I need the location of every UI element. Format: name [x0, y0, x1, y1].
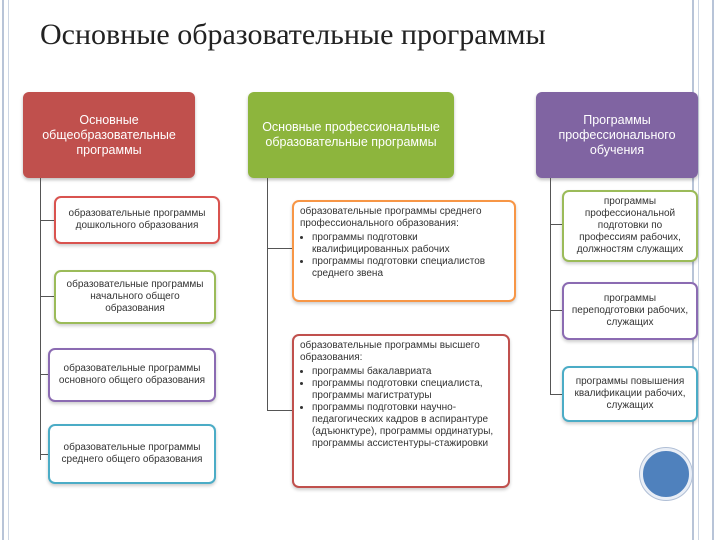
spo-bullets	[300, 232, 508, 280]
higher-bullet-2: • программы подготовки специалиста, программы магистратуры	[312, 378, 502, 402]
professional-connector-vertical	[267, 178, 268, 410]
frame-line-right-inner	[698, 0, 699, 540]
higher-bullet-3: • программы подготовки научно-педагогических кадров в аспирантуре (адъюнктуре), программы ординатуры, программы ассистентуры-стажировки	[312, 402, 502, 450]
decorative-circle	[640, 448, 692, 500]
professional-connector-1	[267, 248, 292, 249]
general-item-basic: образовательные программы основного общего образования	[48, 348, 216, 402]
general-connector-1	[40, 220, 54, 221]
training-item-preparation: программы профессиональной подготовки по профессиям рабочих, должностям служащих	[562, 190, 698, 262]
frame-line-left	[2, 0, 4, 540]
training-connector-2	[550, 310, 562, 311]
frame-line-right	[692, 0, 694, 540]
training-connector-vertical	[550, 178, 551, 394]
slide-title: Основные образовательные программы	[40, 18, 546, 51]
training-connector-1	[550, 224, 562, 225]
spo-bullet-2: • программы подготовки специалистов среднего звена	[312, 256, 508, 280]
general-connector-2	[40, 296, 54, 297]
higher-intro: образовательные программы высшего образования:	[300, 340, 480, 363]
professional-box-spo	[292, 200, 516, 302]
training-programs-header: Программы профессионального обучения	[536, 92, 698, 178]
training-connector-3	[550, 394, 562, 395]
training-item-retraining: программы переподготовки рабочих, служащих	[562, 282, 698, 340]
professional-box-higher	[292, 334, 510, 488]
general-item-secondary: образовательные программы среднего общего образования	[48, 424, 216, 484]
higher-bullet-1: • программы бакалавриата	[312, 366, 502, 378]
higher-bullets	[300, 366, 502, 450]
spo-bullet-1: • программы подготовки квалифицированных рабочих	[312, 232, 508, 256]
frame-line-left-inner	[8, 0, 9, 540]
general-item-primary: образовательные программы начального общего образования	[54, 270, 216, 324]
general-item-preschool: образовательные программы дошкольного образования	[54, 196, 220, 244]
training-item-qualification: программы повышения квалификации рабочих, служащих	[562, 366, 698, 422]
professional-connector-2	[267, 410, 292, 411]
professional-programs-header: Основные профессиональные образовательные программы	[248, 92, 454, 178]
general-programs-header: Основные общеобразовательные программы	[23, 92, 195, 178]
spo-intro: образовательные программы среднего профессионального образования:	[300, 206, 482, 229]
frame-line-right-outer	[712, 0, 714, 540]
